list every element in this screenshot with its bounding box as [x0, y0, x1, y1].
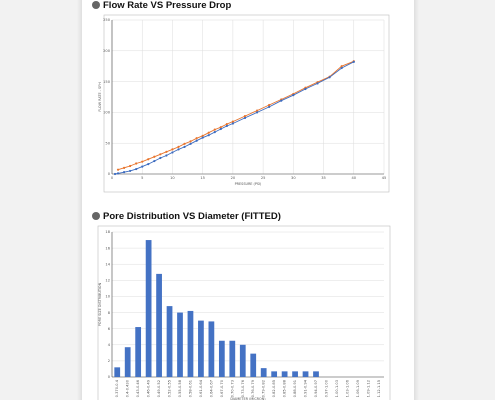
- data-point: [117, 172, 119, 174]
- y-tick-label: 250: [103, 18, 110, 23]
- y-tick-label: 200: [103, 49, 110, 53]
- y-tick-label: 14: [105, 262, 110, 267]
- y-tick-label: 6: [107, 326, 110, 331]
- x-tick-label: 5: [141, 176, 144, 180]
- y-tick-label: 12: [105, 278, 110, 283]
- y-axis-label: FLOW RATE - SFH: [98, 82, 102, 112]
- x-tick-label: 0.370-0.4: [115, 380, 120, 398]
- x-tick-label: 1.03-1.06: [345, 380, 350, 398]
- x-tick-label: 0.52-0.55: [167, 380, 172, 398]
- data-point: [159, 157, 161, 159]
- bar: [250, 354, 256, 377]
- data-point: [220, 128, 222, 130]
- data-point: [141, 161, 143, 163]
- data-point: [341, 67, 343, 69]
- data-point: [183, 146, 185, 148]
- y-tick-label: 8: [107, 310, 110, 315]
- x-axis-label: PRESSURE (PSI): [234, 182, 262, 186]
- bar: [219, 341, 225, 377]
- y-tick-label: 2: [107, 359, 110, 364]
- bar: [114, 367, 120, 377]
- data-point: [232, 122, 234, 124]
- data-point: [147, 163, 149, 165]
- bar: [313, 371, 319, 377]
- data-point: [292, 94, 294, 96]
- chart-frame: [104, 15, 389, 192]
- x-tick-label: 40: [351, 176, 357, 180]
- data-point: [165, 151, 167, 153]
- x-tick-label: 0.67-0.70: [219, 380, 224, 398]
- bar: [261, 368, 267, 377]
- data-point: [244, 117, 246, 119]
- pore-distribution-chart: [98, 226, 390, 400]
- y-tick-label: 10: [105, 294, 110, 299]
- x-tick-label: 0.97-1.00: [324, 380, 329, 398]
- data-point: [114, 173, 116, 175]
- x-tick-label: 0.94-0.97: [314, 380, 318, 398]
- x-tick-label: 0.70-0.73: [230, 380, 235, 398]
- data-point: [153, 156, 155, 158]
- data-point: [316, 82, 318, 84]
- data-point: [177, 148, 179, 150]
- y-axis-label: PORE SIZE DISTRIBUTION: [98, 282, 102, 327]
- pore-heading-text: Pore Distribution VS Diameter (FITTED): [103, 211, 281, 222]
- data-point: [135, 162, 137, 164]
- data-point: [171, 148, 173, 150]
- x-tick-label: 0.58-0.61: [188, 380, 193, 398]
- data-point: [165, 154, 167, 156]
- x-tick-label: 0.4-0.430: [125, 380, 130, 398]
- data-point: [153, 160, 155, 162]
- y-tick-label: 0: [107, 172, 110, 177]
- x-tick-label: 15: [200, 176, 205, 180]
- data-point: [189, 143, 191, 145]
- bar: [282, 371, 288, 377]
- x-tick-label: 35: [321, 176, 326, 180]
- x-tick-label: 0.61-0.64: [198, 380, 203, 398]
- data-point: [196, 137, 198, 139]
- x-tick-label: 1.06-1.09: [355, 380, 360, 398]
- x-tick-label: 10: [170, 176, 175, 180]
- bar: [198, 321, 204, 377]
- x-tick-label: 1.00-1.03: [334, 380, 339, 398]
- x-tick-label: 1.12-1.15: [376, 380, 381, 398]
- x-tick-label: 30: [291, 176, 296, 180]
- y-tick-label: 100: [103, 110, 110, 115]
- data-point: [329, 76, 331, 78]
- x-tick-label: 0.64-0.67: [209, 380, 214, 398]
- bar: [188, 311, 194, 377]
- data-point: [353, 61, 355, 63]
- data-point: [123, 171, 125, 173]
- data-point: [268, 106, 270, 108]
- data-point: [159, 153, 161, 155]
- data-point: [208, 134, 210, 136]
- y-tick-label: 50: [105, 141, 110, 146]
- bar: [125, 347, 131, 377]
- x-tick-label: 0.46-0.49: [146, 380, 151, 398]
- data-point: [135, 168, 137, 170]
- data-point: [256, 111, 258, 113]
- bar: [292, 371, 298, 377]
- y-tick-label: 18: [105, 230, 110, 235]
- x-tick-label: 1.09-1.12: [366, 380, 371, 398]
- data-point: [129, 170, 131, 172]
- data-point: [183, 143, 185, 145]
- x-tick-label: 0.88-0.91: [293, 380, 298, 398]
- y-tick-label: 4: [107, 342, 110, 347]
- x-axis-label: DIAMETER (MICRON): [230, 397, 266, 400]
- x-tick-label: 45: [381, 176, 387, 180]
- x-tick-label: 0.91-0.94: [303, 380, 308, 398]
- x-tick-label: 0.79-0.82: [261, 380, 266, 398]
- x-tick-label: 25: [260, 176, 266, 180]
- x-tick-label: 0: [110, 176, 114, 180]
- data-point: [202, 137, 204, 139]
- x-tick-label: 20: [230, 176, 236, 180]
- bar: [146, 240, 152, 377]
- bar: [240, 345, 246, 377]
- data-point: [214, 129, 216, 131]
- data-point: [171, 151, 173, 153]
- bar: [271, 371, 277, 377]
- data-point: [189, 140, 191, 142]
- data-point: [214, 131, 216, 133]
- x-tick-label: 0.49-0.52: [157, 380, 162, 398]
- x-tick-label: 0.82-0.85: [272, 380, 277, 398]
- bar: [229, 341, 235, 377]
- y-tick-label: 150: [103, 79, 110, 84]
- data-point: [147, 158, 149, 160]
- flow-rate-chart: [98, 15, 389, 192]
- flow-heading-text: Flow Rate VS Pressure Drop: [103, 0, 232, 11]
- x-tick-label: 0.76-0.79: [251, 380, 256, 398]
- data-point: [123, 167, 125, 169]
- x-tick-label: 0.85-0.88: [282, 380, 287, 398]
- y-tick-label: 16: [105, 246, 110, 251]
- data-point: [177, 146, 179, 148]
- bar: [209, 321, 215, 377]
- data-point: [304, 88, 306, 90]
- bar: [177, 313, 183, 377]
- data-point: [141, 166, 143, 168]
- data-point: [226, 125, 228, 127]
- data-point: [196, 140, 198, 142]
- data-point: [208, 132, 210, 134]
- bar: [135, 327, 141, 377]
- data-point: [117, 169, 119, 171]
- x-tick-label: 0.55-0.58: [178, 380, 182, 398]
- data-point: [129, 165, 131, 167]
- y-tick-label: 0: [107, 375, 110, 380]
- x-tick-label: 0.73-0.76: [240, 380, 245, 398]
- bar: [303, 371, 309, 377]
- bar: [167, 306, 173, 377]
- bar: [156, 274, 162, 377]
- data-point: [280, 100, 282, 102]
- x-tick-label: 0.43-0.46: [136, 380, 141, 398]
